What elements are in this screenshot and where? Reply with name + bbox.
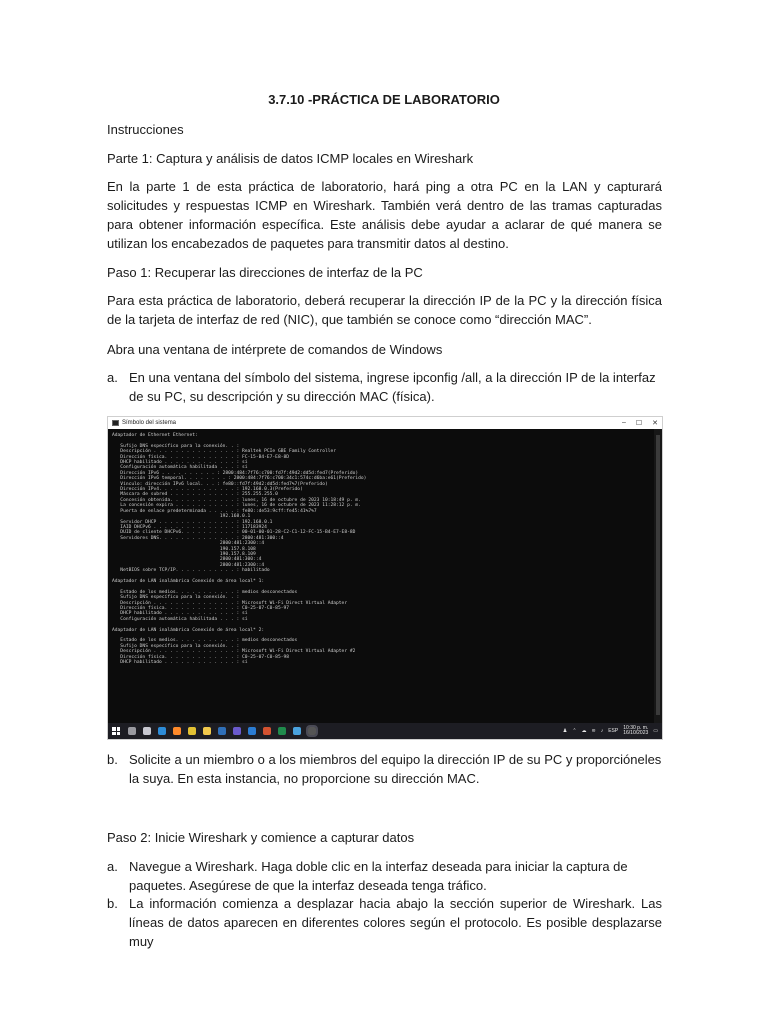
windows-start-icon[interactable] xyxy=(112,727,120,735)
list-marker: a. xyxy=(107,859,118,874)
terminal-line: Dirección IPv4. . . . . . . . . . . . . . : 192.168.0.3(Preferido) xyxy=(112,487,303,493)
part1-heading: Parte 1: Captura y análisis de datos ICMP locales en Wireshark xyxy=(107,151,474,166)
list-item-step2-a xyxy=(107,857,662,895)
terminal-icon[interactable] xyxy=(308,727,316,735)
wifi-icon[interactable]: ≋ xyxy=(591,728,596,734)
list-item-text: Navegue a Wireshark. Haga doble clic en la interfaz deseada para iniciar la captura de paquetes. Asegúrese de que la interfaz deseada tenga tráfico. xyxy=(129,859,628,893)
terminal-line: NetBIOS sobre TCP/IP. . . . . . . . . . . : habilitado xyxy=(112,568,270,574)
system-tray xyxy=(563,726,658,737)
clock-time: 10:30 p. m. xyxy=(623,724,649,731)
teams-icon[interactable] xyxy=(233,727,241,735)
list-marker: b. xyxy=(107,752,118,767)
cloud-icon[interactable]: ☁ xyxy=(581,728,587,734)
edge-icon[interactable] xyxy=(158,727,166,735)
chrome-icon[interactable] xyxy=(188,727,196,735)
terminal-line: 192.168.0.1 xyxy=(112,514,251,520)
terminal-line: Adaptador de LAN inalámbrica Conexión de área local* 2: xyxy=(112,627,265,633)
list-marker: b. xyxy=(107,896,118,911)
window-title: Símbolo del sistema xyxy=(122,420,177,426)
firefox-icon[interactable] xyxy=(173,727,181,735)
terminal-line: Dirección física. . . . . . . . . . . . . : C0-25-07-C0-85-98 xyxy=(112,654,290,660)
terminal-line: DHCP habilitado . . . . . . . . . . . . . : sí xyxy=(112,611,248,617)
terminal-line: Concesión obtenida. . . . . . . . . . . . : lunes, 16 de octubre de 2023 10:18:49 p. m. xyxy=(112,497,361,503)
terminal-line: Estado de los medios. . . . . . . . . . . : medios desconectados xyxy=(112,638,298,644)
notification-icon[interactable]: ▭ xyxy=(653,728,658,734)
terminal-line: DUID de cliente DHCPv6. . . . . . . . . . : 00-01-00-01-28-C2-C1-12-FC-15-B4-E7-E8-8D xyxy=(112,530,356,536)
scrollbar-thumb[interactable] xyxy=(656,435,660,715)
terminal-line: 2800:481:2300::4 xyxy=(112,541,265,547)
step2-heading: Paso 2: Inicie Wireshark y comience a capturar datos xyxy=(107,830,415,845)
powerpoint-icon[interactable] xyxy=(263,727,271,735)
wireshark-icon[interactable] xyxy=(218,727,226,735)
chevron-up-icon[interactable]: ⌃ xyxy=(572,728,577,734)
maximize-icon[interactable]: ☐ xyxy=(635,420,643,427)
terminal-line: 190.157.8.108 xyxy=(112,546,256,552)
terminal-line: Dirección física. . . . . . . . . . . . . : FC-15-B4-E7-E8-8D xyxy=(112,454,290,460)
clock[interactable] xyxy=(623,726,648,737)
person-icon[interactable]: ♟ xyxy=(562,728,568,734)
step1-paragraph: Para esta práctica de laboratorio, deberá recuperar la dirección IP de la PC y la dirección física de la tarjeta de interfaz de red (NIC), que también se conoce como “dirección MAC”. xyxy=(107,293,662,327)
close-icon[interactable]: ✕ xyxy=(652,420,658,427)
terminal-line: Sufijo DNS específico para la conexión. . : xyxy=(112,595,240,601)
list-item-b xyxy=(107,750,662,788)
terminal-line: IAID DHCPv6 . . . . . . . . . . . . . . . : 117183924 xyxy=(112,524,267,530)
terminal-line: Descripción . . . . . . . . . . . . . . . : Realtek PCIe GBE Family Controller xyxy=(112,449,337,455)
terminal-line: Máscara de subred . . . . . . . . . . . . : 255.255.255.0 xyxy=(112,492,278,498)
task-view-icon[interactable] xyxy=(143,727,151,735)
list-item-a xyxy=(107,368,662,406)
excel-icon[interactable] xyxy=(278,727,286,735)
terminal-line: 2800:481:2300::4 xyxy=(112,562,265,568)
clock-date: 16/10/2023 xyxy=(623,730,649,736)
list-marker: a. xyxy=(107,370,118,385)
part1-paragraph: En la parte 1 de esta práctica de laboratorio, hará ping a otra PC en la LAN y capturará solicitudes y respuestas ICMP en Wireshark. También verá dentro de las tramas capturadas para obtener información específica. Este análisis debe ayudar a aclarar de qué manera se utilizan los encabezados de paquetes para transmitir datos al destino. xyxy=(107,179,662,251)
terminal-line: DHCP habilitado . . . . . . . . . . . . . : sí xyxy=(112,660,248,666)
terminal-line: Puerta de enlace predeterminada . . . . . : fe80::de53:9cff:fe45:41%7%7 xyxy=(112,508,317,514)
list-item-text: En una ventana del símbolo del sistema, ingrese ipconfig /all, a la dirección IP de la interfaz de su PC, su descripción y su dirección MAC (física). xyxy=(129,370,656,404)
list-item-step2-b xyxy=(107,894,662,951)
terminal-line: Configuración automática habilitada . . . : sí xyxy=(112,465,248,471)
terminal-line: Descripción . . . . . . . . . . . . . . . : Microsoft Wi-Fi Direct Virtual Adapter xyxy=(112,600,348,606)
terminal-line: Sufijo DNS específico para la conexión. . : xyxy=(112,443,240,449)
instructions-heading: Instrucciones xyxy=(107,122,184,137)
terminal-line: Adaptador de LAN inalámbrica Conexión de área local* 1: xyxy=(112,578,265,584)
word-icon[interactable] xyxy=(248,727,256,735)
terminal-line: Estado de los medios. . . . . . . . . . . : medios desconectados xyxy=(112,589,298,595)
terminal-line: Adaptador de Ethernet Ethernet: xyxy=(112,433,198,438)
step1-heading: Paso 1: Recuperar las direcciones de interfaz de la PC xyxy=(107,265,423,280)
terminal-line: 2800:481:300::4 xyxy=(112,557,262,563)
terminal-line: Vínculo: dirección IPv6 local. . . : fe80::fd7f:49d2:dd5d:fed7%7(Preferido) xyxy=(112,481,328,487)
terminal-line: La concesión expira . . . . . . . . . . . : lunes, 16 de octubre de 2023 11:28:12 p. m. xyxy=(112,503,361,509)
list-item-text: Solicite a un miembro o a los miembros del equipo la dirección IP de su PC y proporcióneles la suya. En esta instancia, no proporcione su dirección MAC. xyxy=(129,752,662,786)
minimize-icon[interactable]: – xyxy=(621,419,626,426)
language-indicator[interactable]: ESP xyxy=(608,728,619,734)
list-item-text: La información comienza a desplazar hacia abajo la sección superior de Wireshark. Las líneas de datos aparecen en diferentes colores según el protocolo. Es posible desplazarse muy xyxy=(129,896,662,949)
cmd-app-icon xyxy=(112,420,119,426)
terminal-line: Dirección IPv6 . . . . . . . . . . : 2800:484:7f76:c700:fd7f:49d2:dd5d:fed7(Preferido) xyxy=(112,470,359,476)
terminal-line: Dirección física. . . . . . . . . . . . . : C0-25-07-C0-85-97 xyxy=(112,606,290,611)
explorer-icon[interactable] xyxy=(203,727,211,735)
cmd-screenshot xyxy=(107,416,663,740)
windows-taskbar xyxy=(108,723,662,739)
terminal-line: 190.157.8.109 xyxy=(112,551,256,557)
document-title: 3.7.10 -PRÁCTICA DE LABORATORIO xyxy=(268,92,500,107)
terminal-line: Sufijo DNS específico para la conexión. . : xyxy=(112,643,240,649)
terminal-line: Configuración automática habilitada . . . : sí xyxy=(112,616,248,622)
terminal-line: Dirección IPv6 temporal. . . . . . . . : 2800:484:7f76:c700:34c1:574c:d6ba:e61(Preferido) xyxy=(112,476,367,482)
terminal-output xyxy=(108,431,656,723)
terminal-line: Servidor DHCP . . . . . . . . . . . . . . : 192.168.0.1 xyxy=(112,519,273,525)
window-titlebar xyxy=(108,417,662,429)
store-icon[interactable] xyxy=(293,727,301,735)
terminal-line: DHCP habilitado . . . . . . . . . . . . . : sí xyxy=(112,460,248,466)
volume-icon[interactable]: ♪ xyxy=(600,728,604,734)
terminal-line: Descripción . . . . . . . . . . . . . . . : Microsoft Wi-Fi Direct Virtual Adapter #2 xyxy=(112,649,356,655)
terminal-scrollbar[interactable] xyxy=(654,429,662,723)
open-cmd-text: Abra una ventana de intérprete de comandos de Windows xyxy=(107,342,443,357)
terminal-line: Servidores DNS. . . . . . . . . . . . . . : 2800:481:300::4 xyxy=(112,535,284,541)
search-icon[interactable] xyxy=(128,727,136,735)
